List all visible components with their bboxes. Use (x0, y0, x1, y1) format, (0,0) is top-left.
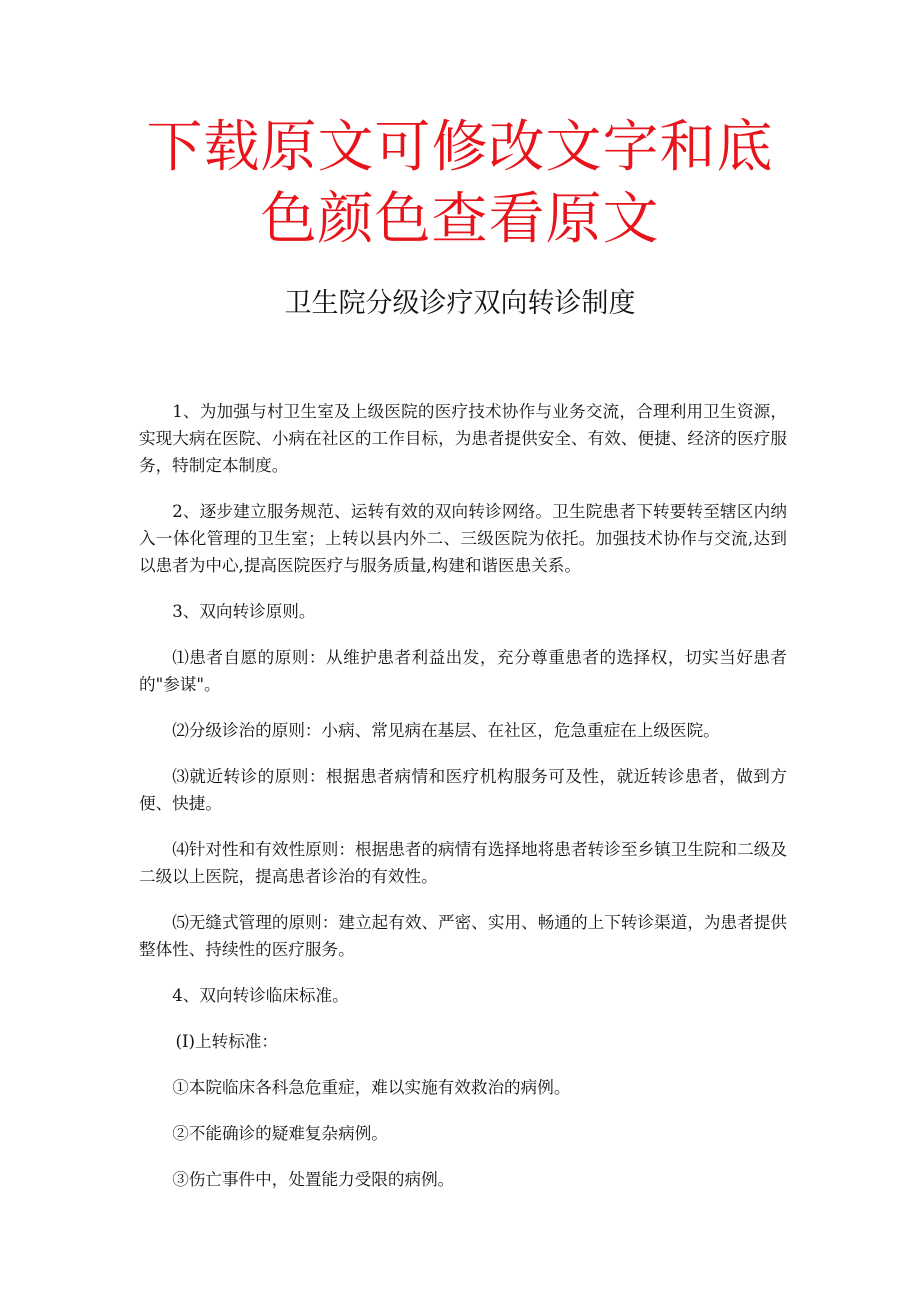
download-banner (60, 112, 860, 256)
paragraph-7: ⑷针对性和有效性原则：根据患者的病情有选择地将患者转诊至乡镇卫生院和二级及二级以上医院，提高患者诊治的有效性。 (139, 840, 787, 886)
paragraph-13: ③伤亡事件中，处置能力受限的病例。 (172, 1170, 455, 1189)
paragraph-1: 1、为加强与村卫生室及上级医院的医疗技术协作与业务交流，合理利用卫生资源，实现大病在医院、小病在社区的工作目标，为患者提供安全、有效、便捷、经济的医疗服务，特制定本制度。 (139, 402, 787, 475)
paragraph-12: ②不能确诊的疑难复杂病例。 (172, 1124, 388, 1143)
paragraph-9: 4、双向转诊临床标准。 (172, 986, 349, 1005)
paragraph-6: ⑶就近转诊的原则：根据患者病情和医疗机构服务可及性，就近转诊患者，做到方便、快捷。 (139, 767, 787, 813)
document-body (139, 398, 787, 1212)
paragraph-8: ⑸无缝式管理的原则：建立起有效、严密、实用、畅通的上下转诊渠道，为患者提供整体性、持续性的医疗服务。 (139, 913, 787, 959)
paragraph-3: 3、双向转诊原则。 (172, 602, 316, 621)
paragraph-11: ①本院临床各科急危重症，难以实施有效救治的病例。 (172, 1078, 571, 1097)
paragraph-5: ⑵分级诊治的原则：小病、常见病在基层、在社区，危急重症在上级医院。 (172, 721, 720, 740)
paragraph-2: 2、逐步建立服务规范、运转有效的双向转诊网络。卫生院患者下转要转至辖区内纳入一体化管理的卫生室；上转以县内外二、三级医院为依托。加强技术协作与交流,达到以患者为中心,提高医院医疗与服务质量,构建和谐医患关系。 (139, 502, 787, 575)
banner-line-2: 色颜色查看原文 (260, 187, 660, 252)
document-title: 卫生院分级诊疗双向转诊制度 (284, 288, 636, 319)
paragraph-10: (I)上转标准： (175, 1032, 278, 1051)
banner-line-1: 下载原文可修改文字和底 (146, 115, 774, 180)
paragraph-4: ⑴患者自愿的原则：从维护患者利益出发，充分尊重患者的选择权，切实当好患者的"参谋"。 (139, 648, 787, 694)
